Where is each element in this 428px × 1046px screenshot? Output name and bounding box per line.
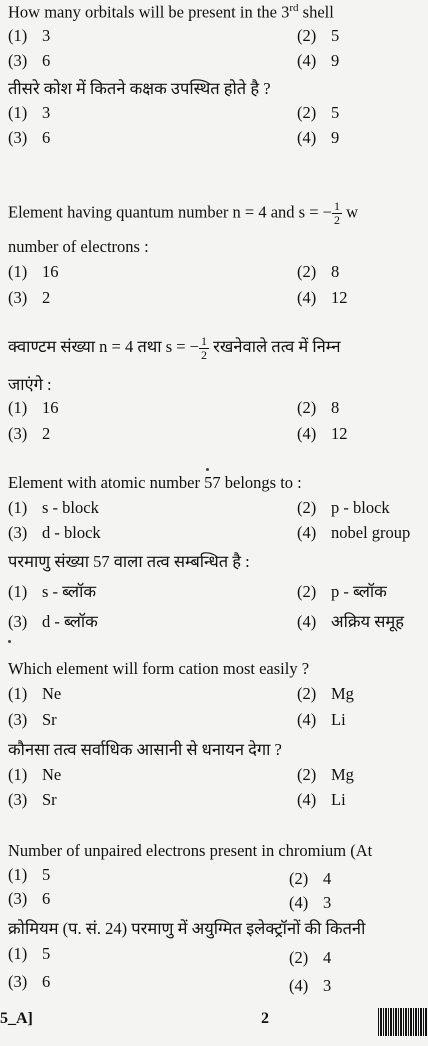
option-4[interactable]: (4) 3 <box>289 893 332 912</box>
option-2-hi[interactable]: (2) 8 <box>297 398 340 417</box>
option-4[interactable]: (4) 12 <box>297 288 348 307</box>
option-3-hi[interactable]: (3) 6 <box>8 128 51 147</box>
option-1[interactable]: (1) 3 <box>8 26 51 45</box>
fraction: $\frac{1}{2}$ <box>201 333 207 362</box>
option-1[interactable]: (1) Ne <box>8 684 62 703</box>
question-2-stem-en: Element having quantum number n = 4 and s = − $\frac{1}{2}$ w <box>8 199 358 227</box>
question-1-stem-en: How many orbitals will be present in the 3rd shell <box>8 2 334 22</box>
scan-speck <box>206 468 209 471</box>
option-3[interactable]: (3) 6 <box>8 51 51 70</box>
question-2-stem-hi: क्वाण्टम संख्या n = 4 तथा s = − $\frac{1}{2}$ रखनेवाले तत्व में निम्न <box>8 333 341 362</box>
option-3[interactable]: (3) 2 <box>8 288 51 307</box>
option-3-hi[interactable]: (3) d - ब्लॉक <box>8 612 98 631</box>
option-2[interactable]: (2) p - block <box>297 498 390 517</box>
option-1-hi[interactable]: (1) 5 <box>8 944 51 963</box>
option-3-hi[interactable]: (3) 6 <box>8 972 51 991</box>
paper-code: 5_A] <box>0 1010 33 1027</box>
option-1-hi[interactable]: (1) s - ब्लॉक <box>8 582 97 601</box>
option-2[interactable]: (2) Mg <box>297 684 354 703</box>
option-3[interactable]: (3) Sr <box>8 710 57 729</box>
fraction: $\frac{1}{2}$ <box>333 199 340 227</box>
option-2[interactable]: (2) 5 <box>297 26 340 45</box>
option-4-hi[interactable]: (4) 12 <box>297 424 348 443</box>
option-4[interactable]: (4) Li <box>297 710 346 729</box>
option-4-hi[interactable]: (4) 3 <box>289 976 332 995</box>
question-5-stem-hi: क्रोमियम (प. सं. 24) परमाणु में अयुग्मित इलेक्ट्रॉनों की कितनी <box>8 919 366 938</box>
question-2-stem-en-line2: number of electrons : <box>8 237 149 256</box>
option-4-hi[interactable]: (4) अक्रिय समूह <box>297 612 405 631</box>
option-2[interactable]: (2) 8 <box>297 262 340 281</box>
option-2-hi[interactable]: (2) Mg <box>297 765 354 784</box>
page-number: 2 <box>261 1010 269 1027</box>
option-1[interactable]: (1) 16 <box>8 262 59 281</box>
question-4-stem-hi: कौनसा तत्व सर्वाधिक आसानी से धनायन देगा ? <box>8 740 282 759</box>
option-1[interactable]: (1) s - block <box>8 498 99 517</box>
option-1-hi[interactable]: (1) 3 <box>8 103 51 122</box>
option-3-hi[interactable]: (3) Sr <box>8 790 57 809</box>
option-2-hi[interactable]: (2) 4 <box>289 948 332 967</box>
option-3[interactable]: (3) 6 <box>8 889 51 908</box>
option-2[interactable]: (2) 4 <box>289 869 332 888</box>
scan-speck <box>8 640 11 643</box>
option-2-hi[interactable]: (2) p - ब्लॉक <box>297 582 387 601</box>
question-5-stem-en: Number of unpaired electrons present in chromium (At <box>8 841 373 860</box>
question-1-stem-hi: तीसरे कोश में कितने कक्षक उपस्थित होते है ? <box>8 79 271 98</box>
option-1-hi[interactable]: (1) 16 <box>8 398 59 417</box>
option-4-hi[interactable]: (4) Li <box>297 790 346 809</box>
question-3-stem-en: Element with atomic number 57 belongs to : <box>8 473 302 492</box>
barcode <box>378 1008 428 1036</box>
option-3-hi[interactable]: (3) 2 <box>8 424 51 443</box>
option-1-hi[interactable]: (1) Ne <box>8 765 62 784</box>
option-2-hi[interactable]: (2) 5 <box>297 103 340 122</box>
question-4-stem-en: Which element will form cation most easily ? <box>8 659 310 678</box>
question-3-stem-hi: परमाणु संख्या 57 वाला तत्व सम्बन्धित है : <box>8 552 250 571</box>
question-2-stem-hi-line2: जाएंगे : <box>8 375 52 394</box>
option-4[interactable]: (4) 9 <box>297 51 340 70</box>
option-4-hi[interactable]: (4) 9 <box>297 128 340 147</box>
option-1[interactable]: (1) 5 <box>8 865 51 884</box>
option-4[interactable]: (4) nobel group <box>297 523 411 542</box>
option-3[interactable]: (3) d - block <box>8 523 101 542</box>
